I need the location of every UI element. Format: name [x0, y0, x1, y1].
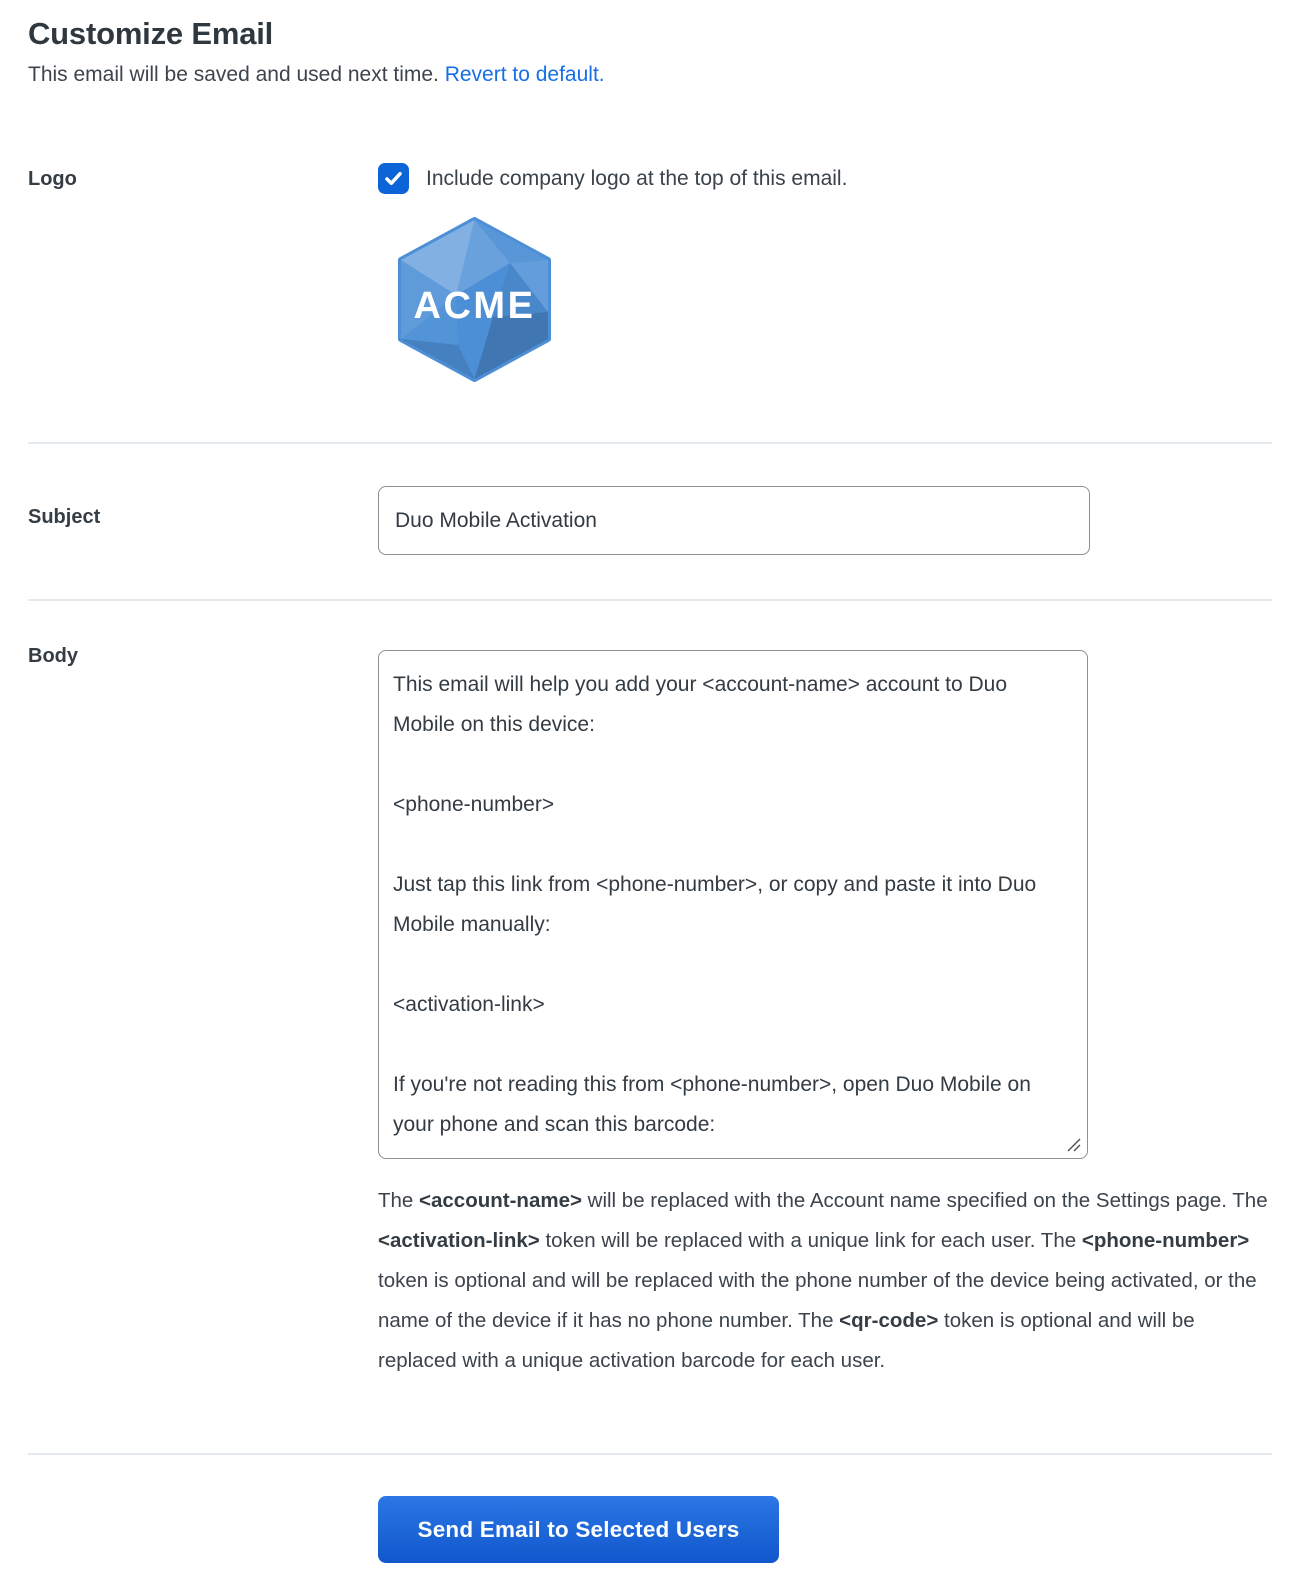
subject-input[interactable] [378, 486, 1090, 555]
checkmark-icon [383, 168, 404, 189]
subject-row-control [378, 486, 1272, 555]
help-segment: The [378, 1189, 420, 1212]
token-help-text [378, 1181, 1272, 1381]
logo-row-control [378, 163, 1272, 387]
subtitle-text: This email will be saved and used next time. [28, 63, 445, 86]
svg-text:ACME: ACME [413, 285, 536, 327]
textarea-resize-handle[interactable] [1065, 1136, 1083, 1154]
body-textarea[interactable] [378, 650, 1088, 1159]
page-subtitle [28, 63, 1272, 87]
send-email-button[interactable]: Send Email to Selected Users [378, 1496, 779, 1563]
include-logo-checkbox-label[interactable]: Include company logo at the top of this email. [426, 167, 848, 190]
include-logo-checkbox-line [378, 163, 1272, 194]
token-activation-link: <activation-link> [378, 1229, 540, 1252]
help-segment: token will be replaced with a unique link for each user. The [539, 1229, 1082, 1252]
token-qr-code: <qr-code> [839, 1309, 939, 1332]
help-segment: token is optional and will be replaced with the phone number of the device being activated, or the name of the device if it has no phone number. The [378, 1269, 1257, 1332]
body-row [28, 601, 1272, 1381]
company-logo-acme [398, 217, 1272, 387]
body-row-label: Body [28, 645, 78, 667]
help-segment: token is optional and will be replaced with a unique activation barcode for each user. [378, 1309, 1195, 1372]
token-account-name: <account-name> [419, 1189, 582, 1212]
revert-to-default-link[interactable]: Revert to default. [444, 63, 605, 86]
subject-row-label: Subject [28, 506, 101, 528]
logo-row [28, 163, 1272, 442]
include-logo-checkbox[interactable] [378, 163, 409, 194]
subject-row [28, 444, 1272, 599]
page-title: Customize Email [28, 16, 274, 51]
help-segment: will be replaced with the Account name specified on the Settings page. The [581, 1189, 1268, 1212]
logo-row-label: Logo [28, 168, 77, 190]
footer-control [378, 1496, 1272, 1563]
footer-row [28, 1455, 1272, 1588]
body-row-control [378, 650, 1272, 1381]
token-phone-number: <phone-number> [1081, 1229, 1250, 1252]
body-textarea-wrap [378, 650, 1088, 1159]
